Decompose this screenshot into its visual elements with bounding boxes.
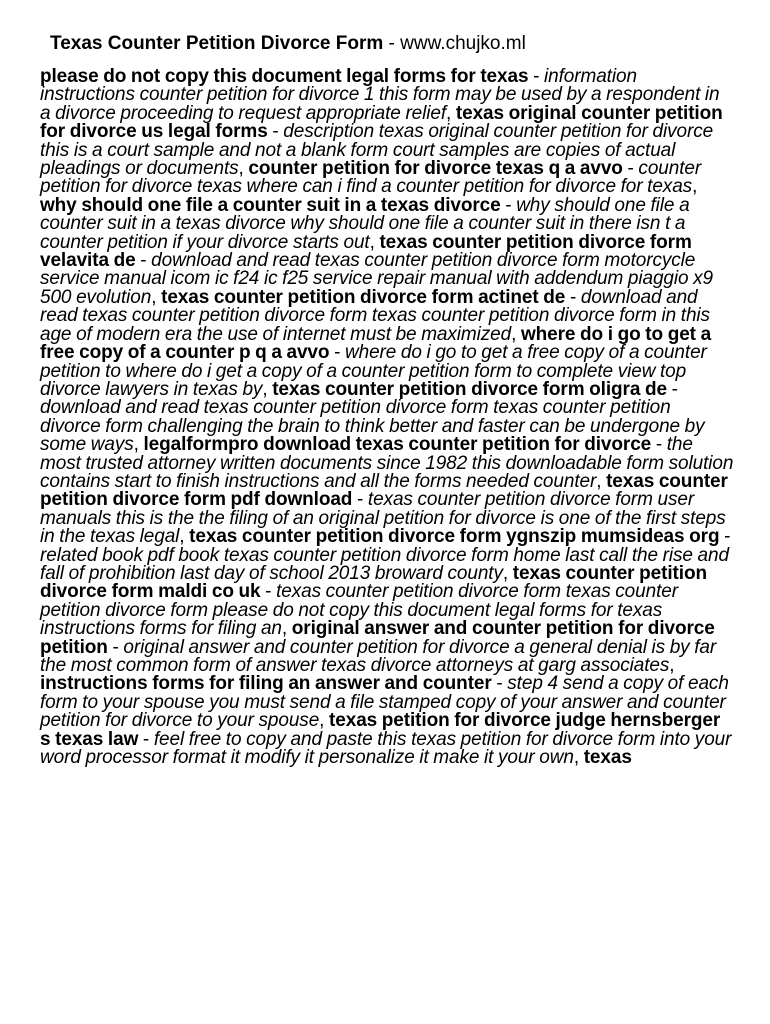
entry-description: related book pdf book texas counter petition divorce form home last call the rise and fall of prohibition last day of school 2013 broward county (40, 544, 729, 584)
entry: texas counter petition divorce form actinet de - download and read texas counter petition divorce form texas counter petition divorce form in this age of modern era the use of internet must be maximized, (40, 286, 710, 345)
entry-description: description texas original counter petition for divorce this is a court sample and not a blank form court samples are copies of actual pleadings or documents (40, 121, 714, 180)
entry: texas counter petition divorce form ygnszip mumsideas org - related book pdf book texas counter petition divorce form home last call the rise and fall of prohibition last day of school 2013 broward county, (40, 526, 731, 584)
entry-description: information instructions counter petition for divorce 1 this form may be used by a respondent in a divorce proceeding to request appropriate relief (40, 66, 720, 124)
entry-title: texas petition for divorce judge hernsberger s texas law (40, 710, 721, 750)
entry: legalformpro download texas counter petition for divorce - the most trusted attorney written documents since 1982 this downloadable form solution contains start to finish instructions and all the forms needed counter, (40, 434, 734, 492)
entry-title: texas counter petition divorce form maldi co uk (40, 562, 707, 603)
entry-title: where do i go to get a free copy of a counter p q a avvo (40, 323, 712, 364)
entry-title: original answer and counter petition for divorce petition (40, 618, 715, 658)
entry-description: texas counter petition divorce form texas counter petition divorce form please do not copy this document legal forms for texas instructions forms for filing an (40, 581, 678, 640)
entry-title: instructions forms for filing an answer and counter (40, 673, 492, 695)
entry: please do not copy this document legal forms for texas - information instructions counter petition for divorce 1 this form may be used by a respondent in a divorce proceeding to request appropriate relief, (40, 66, 720, 124)
title-separator: - (383, 33, 401, 54)
entry: texas counter petition divorce form maldi co uk - texas counter petition divorce form texas counter petition divorce form please do not copy this document legal forms for texas instructions forms for filing an, (40, 562, 707, 640)
page-title: Texas Counter Petition Divorce Form (50, 33, 384, 54)
entry-description: counter petition for divorce texas where can i find a counter petition for divorce for texas (40, 158, 702, 198)
entry-title: counter petition for divorce texas q a avvo (248, 158, 623, 180)
entry: original answer and counter petition for divorce petition - original answer and counter petition for divorce a general denial is by far the most common form of answer texas divorce attorneys at garg associates, (40, 618, 717, 676)
entry-title: texas original counter petition for divorce us legal forms (40, 102, 723, 143)
entry: texas counter petition divorce form oligra de - download and read texas counter petition divorce form texas counter petition divorce form challenging the brain to think better and faster can be undergone by some ways, (40, 378, 705, 456)
entry-title: texas counter petition divorce form ygnszip mumsideas org (189, 526, 720, 548)
entry-description: why should one file a counter suit in a texas divorce why should one file a counter suit in there isn t a counter petition if your divorce starts out (40, 194, 690, 253)
entry-title: texas counter petition divorce form oligra de (272, 378, 667, 400)
entry-title: please do not copy this document legal forms for texas (40, 66, 529, 87)
entry-description: download and read texas counter petition divorce form motorcycle service manual icom ic f24 ic f25 service repair manual with addendum piaggio x9 500 evolution (40, 250, 714, 308)
entry: counter petition for divorce texas q a avvo - counter petition for divorce texas where can i find a counter petition for divorce for texas, (40, 158, 702, 198)
entry: texas counter petition divorce form pdf download - texas counter petition divorce form user manuals this is the the filing of an original petition for divorce is one of the first steps in the texas legal, (40, 470, 728, 548)
entry-description: texas counter petition divorce form user manuals this is the the filing of an original petition for divorce is one of the first steps in the texas legal (40, 489, 726, 548)
entry-title: texas counter petition divorce form actinet de (161, 286, 566, 308)
entry-title: legalformpro download texas counter petition for divorce (143, 434, 652, 456)
entry-title: texas counter petition divorce form velavita de (40, 231, 692, 272)
entry: instructions forms for filing an answer and counter - step 4 send a copy of each form to your spouse you must send a file stamped copy of your answer and counter petition for divorce to your spouse, (40, 673, 729, 732)
entry-description: the most trusted attorney written documents since 1982 this downloadable form solution contains start to finish instructions and all the forms needed counter (40, 434, 734, 492)
entry-title: why should one file a counter suit in a texas divorce (40, 194, 501, 216)
page-header (50, 32, 526, 56)
entry-description: feel free to copy and paste this texas petition for divorce form into your word processor format it modify it personalize it make it your own (40, 728, 732, 769)
entry-description: download and read texas counter petition divorce form texas counter petition divorce form challenging the brain to think better and faster can be undergone by some ways (40, 397, 705, 456)
entry-description: download and read texas counter petition divorce form texas counter petition divorce form in this age of modern era the use of internet must be maximized (40, 286, 710, 345)
entry: texas original counter petition for divorce us legal forms - description texas original counter petition for divorce this is a court sample and not a blank form court samples are copies of actual pleadings or documents, (40, 102, 723, 180)
entry: texas counter petition divorce form velavita de - download and read texas counter petition divorce form motorcycle service manual icom ic f24 ic f25 service repair manual with addendum piaggio x9 500 evolution, (40, 231, 714, 308)
entry-description: original answer and counter petition for divorce a general denial is by far the most common form of answer texas divorce attorneys at garg associates (40, 636, 717, 676)
entry-description: step 4 send a copy of each form to your spouse you must send a file stamped copy of your answer and counter petition for divorce to your spouse (40, 673, 729, 732)
entry-description: where do i go to get a free copy of a counter petition to where do i get a copy of a counter petition form to complete view top divorce lawyers in texas by (40, 342, 707, 400)
entry-title: texas counter petition divorce form pdf download (40, 470, 728, 511)
entry: why should one file a counter suit in a texas divorce - why should one file a counter suit in a texas divorce why should one file a counter suit in there isn t a counter petition if your divorce starts out, (40, 194, 690, 253)
entry: where do i go to get a free copy of a counter p q a avvo - where do i go to get a free copy of a counter petition to where do i get a copy of a counter petition form to complete view top divorce lawyers in texas by, (40, 323, 712, 400)
trailing-title: texas (583, 747, 632, 769)
document-body (40, 68, 734, 767)
site-name: www.chujko.ml (400, 33, 526, 54)
entry: texas petition for divorce judge hernsberger s texas law - feel free to copy and paste this texas petition for divorce form into your word processor format it modify it personalize it make it your own, (40, 710, 732, 769)
